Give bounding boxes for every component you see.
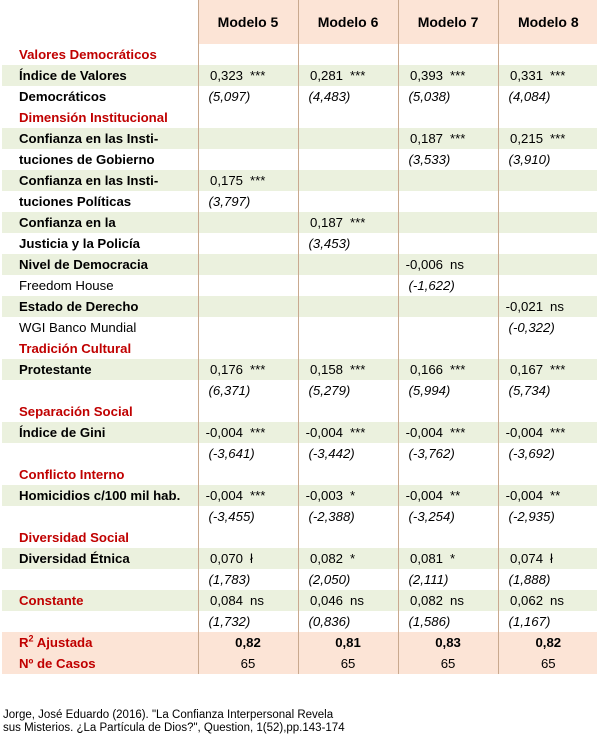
coefficient-cell: 0,074 bbox=[498, 548, 546, 569]
coefficient-cell: -0,004 bbox=[498, 485, 546, 506]
coefficient-cell: 0,331 bbox=[498, 65, 546, 86]
significance-cell bbox=[546, 401, 597, 422]
significance-cell: ns bbox=[446, 590, 498, 611]
stderr-row bbox=[2, 149, 597, 170]
coefficient-cell bbox=[498, 254, 546, 275]
variable-row bbox=[2, 590, 597, 611]
significance-cell bbox=[546, 44, 597, 65]
significance-cell bbox=[346, 170, 398, 191]
significance-cell bbox=[246, 44, 298, 65]
stderr-cell: (3,910) bbox=[498, 149, 597, 170]
row-label: Confianza en las Insti- bbox=[2, 128, 198, 149]
r2-label: $R^2$ Ajustada bbox=[2, 632, 198, 653]
significance-cell: *** bbox=[446, 65, 498, 86]
coefficient-cell: -0,004 bbox=[298, 422, 346, 443]
significance-cell bbox=[346, 254, 398, 275]
coefficient-cell bbox=[398, 527, 446, 548]
coefficient-cell: 0,187 bbox=[298, 212, 346, 233]
coefficient-cell bbox=[398, 107, 446, 128]
significance-cell bbox=[446, 527, 498, 548]
coefficient-cell bbox=[198, 338, 246, 359]
significance-cell bbox=[446, 464, 498, 485]
header-modelo-7: Modelo 7 bbox=[398, 0, 498, 44]
coefficient-cell bbox=[298, 296, 346, 317]
significance-cell: *** bbox=[446, 422, 498, 443]
coefficient-cell: 0,070 bbox=[198, 548, 246, 569]
stderr-cell bbox=[298, 149, 398, 170]
significance-cell bbox=[546, 170, 597, 191]
coefficient-cell bbox=[398, 401, 446, 422]
citation-line-1: Jorge, José Eduardo (2016). "La Confianza Interpersonal Revela bbox=[3, 709, 334, 721]
n-value: 65 bbox=[498, 653, 597, 674]
coefficient-cell bbox=[398, 296, 446, 317]
citation-line-2: sus Misterios. ¿La Partícula de Dios?", Question, 1(52),pp.143-174 bbox=[3, 722, 345, 734]
coefficient-cell: 0,158 bbox=[298, 359, 346, 380]
coefficient-cell bbox=[398, 338, 446, 359]
coefficient-cell bbox=[498, 107, 546, 128]
citation bbox=[3, 709, 345, 735]
stderr-cell: (5,734) bbox=[498, 380, 597, 401]
coefficient-cell bbox=[298, 107, 346, 128]
stderr-cell bbox=[198, 233, 298, 254]
stderr-cell: (4,483) bbox=[298, 86, 398, 107]
coefficient-cell bbox=[298, 338, 346, 359]
coefficient-cell: -0,006 bbox=[398, 254, 446, 275]
coefficient-cell bbox=[198, 296, 246, 317]
coefficient-cell: 0,175 bbox=[198, 170, 246, 191]
row-label: Justicia y la Policía bbox=[19, 236, 140, 251]
significance-cell: *** bbox=[346, 212, 398, 233]
stderr-cell bbox=[198, 149, 298, 170]
coefficient-cell bbox=[198, 128, 246, 149]
significance-cell bbox=[546, 107, 597, 128]
coefficient-cell bbox=[298, 254, 346, 275]
variable-row bbox=[2, 296, 597, 317]
significance-cell bbox=[346, 338, 398, 359]
significance-cell: *** bbox=[346, 65, 398, 86]
coefficient-cell bbox=[398, 44, 446, 65]
stderr-cell: (5,279) bbox=[298, 380, 398, 401]
coefficient-cell: 0,166 bbox=[398, 359, 446, 380]
n-value: 65 bbox=[298, 653, 398, 674]
section-row bbox=[2, 44, 597, 65]
significance-cell bbox=[546, 338, 597, 359]
coefficient-cell: 0,281 bbox=[298, 65, 346, 86]
row-label: WGI Banco Mundial bbox=[19, 320, 137, 335]
row-label: Homicidios c/100 mil hab. bbox=[2, 485, 198, 506]
significance-cell bbox=[246, 527, 298, 548]
variable-row bbox=[2, 422, 597, 443]
significance-cell: ** bbox=[446, 485, 498, 506]
coefficient-cell: 0,187 bbox=[398, 128, 446, 149]
coefficient-cell: 0,215 bbox=[498, 128, 546, 149]
coefficient-cell bbox=[298, 527, 346, 548]
row-label: Freedom House bbox=[19, 278, 114, 293]
variable-row bbox=[2, 485, 597, 506]
stderr-cell bbox=[298, 191, 398, 212]
header-modelo-8: Modelo 8 bbox=[498, 0, 597, 44]
stderr-cell: (5,038) bbox=[398, 86, 498, 107]
stderr-cell: (-1,622) bbox=[398, 275, 498, 296]
significance-cell bbox=[246, 212, 298, 233]
stderr-cell bbox=[498, 191, 597, 212]
significance-cell bbox=[246, 296, 298, 317]
row-label: Protestante bbox=[2, 359, 198, 380]
coefficient-cell: 0,082 bbox=[298, 548, 346, 569]
significance-cell: *** bbox=[246, 485, 298, 506]
coefficient-cell bbox=[198, 464, 246, 485]
variable-row bbox=[2, 128, 597, 149]
stderr-cell: (5,097) bbox=[198, 86, 298, 107]
significance-cell: * bbox=[346, 485, 398, 506]
stderr-row bbox=[2, 191, 597, 212]
header-modelo-6: Modelo 6 bbox=[298, 0, 398, 44]
coefficient-cell bbox=[198, 44, 246, 65]
coefficient-cell bbox=[498, 170, 546, 191]
significance-cell: * bbox=[446, 548, 498, 569]
stderr-cell: (1,167) bbox=[498, 611, 597, 632]
significance-cell: *** bbox=[246, 359, 298, 380]
row-label: Constante bbox=[2, 590, 198, 611]
header-row bbox=[2, 0, 597, 44]
section-row bbox=[2, 401, 597, 422]
coefficient-cell bbox=[198, 107, 246, 128]
significance-cell bbox=[446, 212, 498, 233]
significance-cell bbox=[446, 170, 498, 191]
stderr-row bbox=[2, 611, 597, 632]
significance-cell bbox=[446, 44, 498, 65]
significance-cell: *** bbox=[346, 359, 398, 380]
stderr-cell: (-0,322) bbox=[498, 317, 597, 338]
significance-cell: *** bbox=[346, 422, 398, 443]
stderr-cell: (-3,254) bbox=[398, 506, 498, 527]
row-label: tuciones de Gobierno bbox=[19, 152, 155, 167]
stderr-cell: (2,050) bbox=[298, 569, 398, 590]
row-label: Confianza en las Insti- bbox=[2, 170, 198, 191]
stderr-row bbox=[2, 86, 597, 107]
section-row bbox=[2, 107, 597, 128]
significance-cell bbox=[346, 464, 398, 485]
significance-cell: ** bbox=[546, 485, 597, 506]
coefficient-cell bbox=[198, 401, 246, 422]
significance-cell bbox=[346, 401, 398, 422]
r2-value: 0,82 bbox=[498, 632, 597, 653]
stderr-cell: (-3,455) bbox=[198, 506, 298, 527]
stderr-cell: (1,732) bbox=[198, 611, 298, 632]
significance-cell: ns bbox=[446, 254, 498, 275]
row-label bbox=[2, 611, 198, 632]
significance-cell bbox=[346, 527, 398, 548]
r2-value: 0,81 bbox=[298, 632, 398, 653]
significance-cell: ns bbox=[546, 590, 597, 611]
significance-cell bbox=[546, 254, 597, 275]
row-label: Índice de Valores bbox=[2, 65, 198, 86]
coefficient-cell bbox=[198, 527, 246, 548]
section-label: Tradición Cultural bbox=[19, 341, 132, 356]
significance-cell bbox=[446, 401, 498, 422]
coefficient-cell: 0,082 bbox=[398, 590, 446, 611]
row-label: Nivel de Democracia bbox=[2, 254, 198, 275]
coefficient-cell bbox=[298, 401, 346, 422]
row-label: Democráticos bbox=[19, 89, 107, 104]
significance-cell: *** bbox=[246, 170, 298, 191]
section-row bbox=[2, 527, 597, 548]
significance-cell: *** bbox=[546, 422, 597, 443]
stderr-cell bbox=[398, 191, 498, 212]
coefficient-cell: -0,004 bbox=[398, 485, 446, 506]
significance-cell bbox=[446, 338, 498, 359]
coefficient-cell: 0,167 bbox=[498, 359, 546, 380]
stderr-cell: (-3,442) bbox=[298, 443, 398, 464]
significance-cell: *** bbox=[546, 359, 597, 380]
stderr-cell bbox=[398, 233, 498, 254]
stderr-cell: (-3,692) bbox=[498, 443, 597, 464]
section-row bbox=[2, 338, 597, 359]
section-label: Separación Social bbox=[19, 404, 133, 419]
significance-cell: ns bbox=[346, 590, 398, 611]
stderr-row bbox=[2, 380, 597, 401]
coefficient-cell bbox=[498, 464, 546, 485]
significance-cell bbox=[346, 107, 398, 128]
stderr-cell bbox=[198, 317, 298, 338]
coefficient-cell: 0,046 bbox=[298, 590, 346, 611]
coefficient-cell: -0,021 bbox=[498, 296, 546, 317]
coefficient-cell bbox=[298, 464, 346, 485]
coefficient-cell: 0,084 bbox=[198, 590, 246, 611]
significance-cell bbox=[446, 107, 498, 128]
stderr-cell: (1,888) bbox=[498, 569, 597, 590]
stderr-cell: (0,836) bbox=[298, 611, 398, 632]
table-body bbox=[2, 44, 597, 632]
significance-cell: *** bbox=[446, 128, 498, 149]
row-label: Estado de Derecho bbox=[2, 296, 198, 317]
stderr-cell bbox=[198, 275, 298, 296]
stderr-cell bbox=[398, 317, 498, 338]
n-value: 65 bbox=[198, 653, 298, 674]
header-blank bbox=[2, 0, 198, 44]
coefficient-cell bbox=[298, 128, 346, 149]
coefficient-cell: -0,004 bbox=[498, 422, 546, 443]
significance-cell bbox=[246, 401, 298, 422]
coefficient-cell bbox=[498, 44, 546, 65]
row-label bbox=[2, 380, 198, 401]
r2-row bbox=[2, 632, 597, 653]
variable-row bbox=[2, 170, 597, 191]
section-label: Valores Democráticos bbox=[19, 47, 157, 62]
stderr-cell: (-3,762) bbox=[398, 443, 498, 464]
variable-row bbox=[2, 359, 597, 380]
stderr-cell: (3,453) bbox=[298, 233, 398, 254]
stderr-cell: (5,994) bbox=[398, 380, 498, 401]
stderr-cell: (4,084) bbox=[498, 86, 597, 107]
coefficient-cell bbox=[398, 464, 446, 485]
stderr-cell: (6,371) bbox=[198, 380, 298, 401]
significance-cell: ł bbox=[246, 548, 298, 569]
coefficient-cell bbox=[398, 170, 446, 191]
significance-cell bbox=[246, 107, 298, 128]
significance-cell bbox=[246, 464, 298, 485]
coefficient-cell bbox=[498, 338, 546, 359]
coefficient-cell bbox=[298, 44, 346, 65]
significance-cell: *** bbox=[246, 422, 298, 443]
section-label: Diversidad Social bbox=[19, 530, 129, 545]
significance-cell bbox=[446, 296, 498, 317]
significance-cell bbox=[346, 296, 398, 317]
stderr-cell bbox=[498, 233, 597, 254]
significance-cell: *** bbox=[446, 359, 498, 380]
significance-cell bbox=[546, 212, 597, 233]
row-label: Confianza en la bbox=[2, 212, 198, 233]
header-modelo-5: Modelo 5 bbox=[198, 0, 298, 44]
significance-cell: *** bbox=[546, 65, 597, 86]
stderr-row bbox=[2, 317, 597, 338]
coefficient-cell: -0,003 bbox=[298, 485, 346, 506]
significance-cell: *** bbox=[546, 128, 597, 149]
stderr-cell: (-3,641) bbox=[198, 443, 298, 464]
stderr-cell: (3,533) bbox=[398, 149, 498, 170]
n-row bbox=[2, 653, 597, 674]
section-label: Conflicto Interno bbox=[19, 467, 125, 482]
significance-cell bbox=[246, 254, 298, 275]
section-row bbox=[2, 464, 597, 485]
stderr-cell: (-2,935) bbox=[498, 506, 597, 527]
coefficient-cell bbox=[198, 212, 246, 233]
significance-cell bbox=[246, 128, 298, 149]
coefficient-cell: 0,393 bbox=[398, 65, 446, 86]
stderr-cell bbox=[298, 275, 398, 296]
stderr-row bbox=[2, 233, 597, 254]
significance-cell: ł bbox=[546, 548, 597, 569]
stderr-cell bbox=[498, 275, 597, 296]
section-label: Dimensión Institucional bbox=[19, 110, 168, 125]
stderr-cell: (3,797) bbox=[198, 191, 298, 212]
coefficient-cell bbox=[398, 212, 446, 233]
coefficient-cell: 0,062 bbox=[498, 590, 546, 611]
coefficient-cell: 0,081 bbox=[398, 548, 446, 569]
coefficient-cell: -0,004 bbox=[198, 485, 246, 506]
significance-cell: * bbox=[346, 548, 398, 569]
significance-cell bbox=[546, 527, 597, 548]
significance-cell bbox=[346, 44, 398, 65]
stderr-cell bbox=[298, 317, 398, 338]
stderr-row bbox=[2, 275, 597, 296]
row-label bbox=[2, 506, 198, 527]
r2-value: 0,83 bbox=[398, 632, 498, 653]
row-label: Diversidad Étnica bbox=[2, 548, 198, 569]
coefficient-cell bbox=[298, 170, 346, 191]
significance-cell bbox=[546, 464, 597, 485]
significance-cell bbox=[346, 128, 398, 149]
coefficient-cell bbox=[198, 254, 246, 275]
coefficient-cell bbox=[498, 401, 546, 422]
row-label: Índice de Gini bbox=[2, 422, 198, 443]
coefficient-cell: -0,004 bbox=[198, 422, 246, 443]
coefficient-cell: 0,176 bbox=[198, 359, 246, 380]
variable-row bbox=[2, 548, 597, 569]
stderr-cell: (-2,388) bbox=[298, 506, 398, 527]
n-label: Nº de Casos bbox=[2, 653, 198, 674]
stderr-row bbox=[2, 506, 597, 527]
coefficient-cell: -0,004 bbox=[398, 422, 446, 443]
variable-row bbox=[2, 212, 597, 233]
coefficient-cell bbox=[498, 527, 546, 548]
stderr-row bbox=[2, 569, 597, 590]
variable-row bbox=[2, 254, 597, 275]
stderr-row bbox=[2, 443, 597, 464]
significance-cell: *** bbox=[246, 65, 298, 86]
significance-cell bbox=[246, 338, 298, 359]
variable-row bbox=[2, 65, 597, 86]
coefficient-cell: 0,323 bbox=[198, 65, 246, 86]
coefficient-cell bbox=[498, 212, 546, 233]
stderr-cell: (1,586) bbox=[398, 611, 498, 632]
row-label bbox=[2, 443, 198, 464]
significance-cell: ns bbox=[546, 296, 597, 317]
r2-value: 0,82 bbox=[198, 632, 298, 653]
row-label: tuciones Políticas bbox=[19, 194, 132, 209]
stderr-cell: (2,111) bbox=[398, 569, 498, 590]
significance-cell: ns bbox=[246, 590, 298, 611]
row-label bbox=[2, 569, 198, 590]
stderr-cell: (1,783) bbox=[198, 569, 298, 590]
n-value: 65 bbox=[398, 653, 498, 674]
regression-table bbox=[2, 0, 597, 674]
